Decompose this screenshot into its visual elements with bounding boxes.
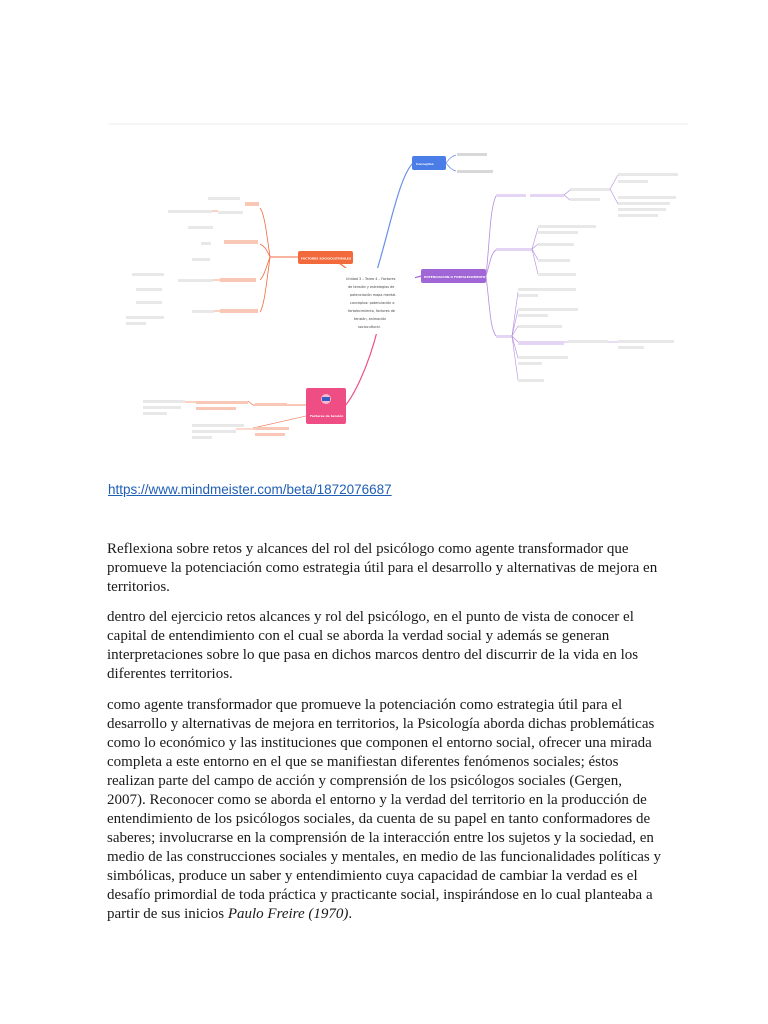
svg-text:sociocultural.: sociocultural.: [358, 325, 381, 329]
svg-text:Conceptos: Conceptos: [416, 162, 434, 166]
citation-freire: Paulo Freire (1970): [227, 906, 349, 922]
svg-text:Unidad 3 – Tarea 4 – Factores: Unidad 3 – Tarea 4 – Factores: [346, 277, 396, 281]
svg-text:FACTORES SOCIOCULTURALES: FACTORES SOCIOCULTURALES: [301, 256, 352, 261]
mindmap-image: [108, 118, 688, 448]
paragraph-psychologist-role: dentro del ejercicio retos alcances y rol del psicólogo, en el punto de vista de conocer el capital de entendimiento con el cual se aborda la verdad social y además se generan interpretaciones sobre lo que pasa en dichos marcos dentro del discurrir de la vida en los diferentes territorios.: [107, 609, 639, 682]
svg-text:POTENCIACIÓN O FORTALECIMIENTO: POTENCIACIÓN O FORTALECIMIENTO: [424, 275, 486, 279]
svg-text:de tensión y estrategias de: de tensión y estrategias de: [348, 285, 395, 289]
svg-text:tensión, animación: tensión, animación: [354, 317, 387, 321]
mindmeister-link[interactable]: https://www.mindmeister.com/beta/1872076687: [108, 482, 392, 497]
paragraph-end-period: .: [348, 906, 353, 922]
svg-text:Factores de tensión: Factores de tensión: [310, 414, 344, 418]
svg-text:potenciación mapa mental.: potenciación mapa mental.: [350, 293, 397, 297]
svg-text:conceptos: potenciación o: conceptos: potenciación o: [350, 301, 395, 305]
mindmap-diagram: [108, 118, 688, 448]
paragraph-body-text: como agente transformador que promueve la potenciación como estrategia útil para el desarrollo y alternativas de mejora en territorios, la Psicología aborda dichas problemáticas como lo económico y las instituciones que componen el entorno social, ofrecer una mirada completa a este entorno en el que se manifiestan diferentes fenómenos sociales; éstos realizan parte del campo de acción y comprensión de los psicólogos sociales (Gergen, 2007). Reconocer como se aborda el entorno y la verdad del territorio en la producción de entendimiento de los psicólogos sociales, da cuenta de su papel en tanto conformadores de saberes; involucrarse en la comprensión de la interacción entre los sujetos y la sociedad, en medio de las construcciones sociales y mentales, en medio de las funcionalidades políticas y simbólicas, produce un saber y entendimiento cuya capacidad de cambiar la verdad es el desafío primordial de toda práctica y practicante social, inspirándose en lo cual planteaba a partir de sus inicios: [107, 697, 662, 922]
svg-text:fortalecimiento, factores de: fortalecimiento, factores de: [348, 309, 395, 313]
mindmap-center-node: [340, 268, 415, 334]
paragraph-reflection-prompt: Reflexiona sobre retos y alcances del rol del psicólogo como agente transformador que promueve la potenciación como estrategia útil para el desarrollo y alternativas de mejora en territorios.: [107, 541, 658, 595]
paragraph-transformative-agent: [107, 696, 663, 924]
